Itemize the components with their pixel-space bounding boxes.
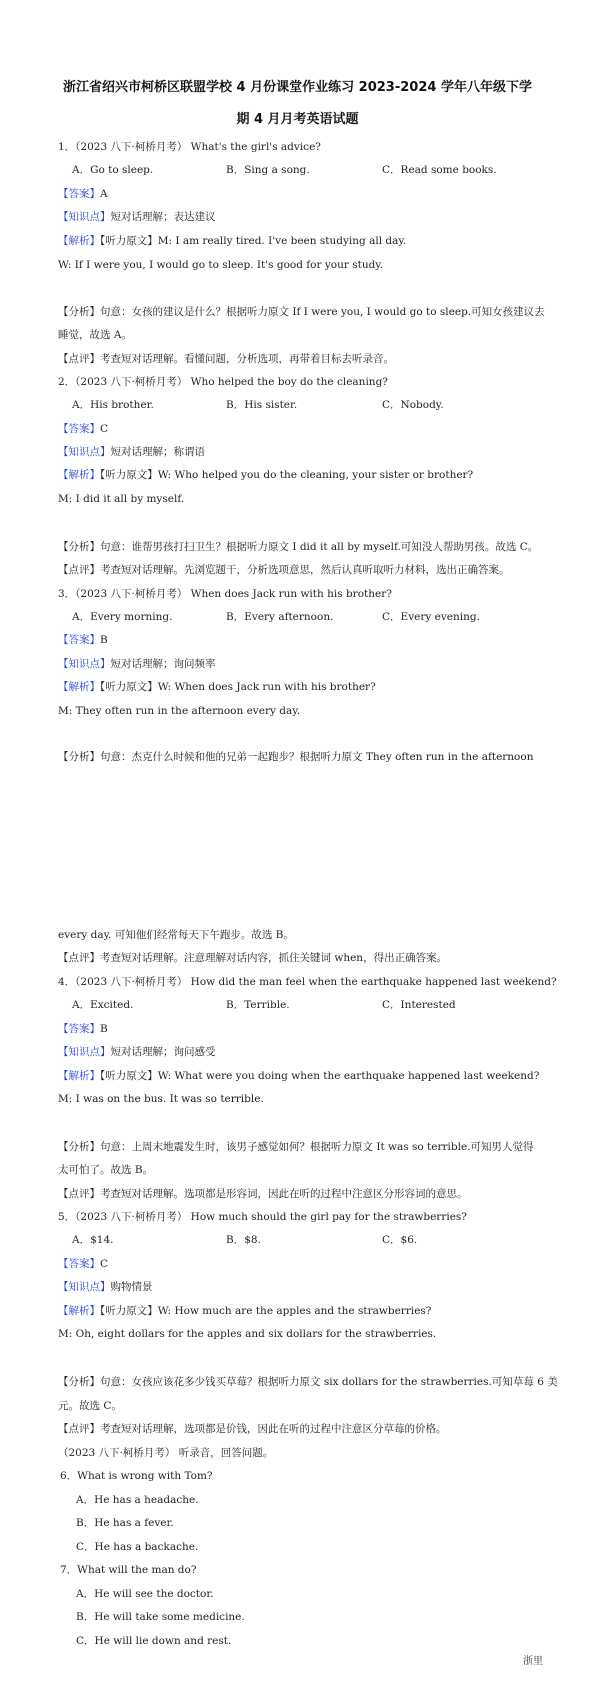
question-stem: 3．（2023 八下·柯桥月考） When does Jack run with his brother? xyxy=(58,588,392,600)
knowledge-point: 短对话理解；称谓语 xyxy=(110,446,205,458)
answer-value: C xyxy=(100,1258,109,1270)
knowledge-point-tag: 【知识点】 xyxy=(58,1046,111,1058)
analysis-line xyxy=(58,468,473,482)
analysis-explanation-cont: 睡觉，故选 A。 xyxy=(58,329,132,341)
option-c: C．$6. xyxy=(382,1234,418,1246)
option-a: A．$14. xyxy=(72,1234,114,1246)
analysis-explanation-cont: every day. 可知他们经常每天下午跑步。故选 B。 xyxy=(58,929,294,941)
knowledge-point-tag: 【知识点】 xyxy=(58,1281,111,1293)
analysis-tag: 【解析】 xyxy=(58,469,100,481)
knowledge-point: 购物情景 xyxy=(110,1281,153,1293)
knowledge-point-line xyxy=(58,657,216,671)
analysis-line xyxy=(58,1069,539,1083)
analysis-explanation: 【分析】句意：上周末地震发生时，该男子感觉如何？根据听力原文 It was so terrible.可知男人觉得 xyxy=(58,1141,534,1153)
transcript-first: 【听力原文】W: What were you doing when the earthquake happened last weekend? xyxy=(100,1070,540,1082)
transcript-first: 【听力原文】W: Who helped you do the cleaning, your sister or brother? xyxy=(100,469,474,481)
answer-tag: 【答案】 xyxy=(58,188,100,200)
analysis-line xyxy=(58,680,376,694)
knowledge-point: 短对话理解；询问频率 xyxy=(110,658,216,670)
comment-line: 【点评】考查短对话理解。看懂问题，分析选项，再带着目标去听录音。 xyxy=(58,353,394,365)
answer-line xyxy=(58,1022,108,1036)
option-a: A．Excited. xyxy=(72,999,134,1011)
question-stem: 1．（2023 八下·柯桥月考） What's the girl's advice? xyxy=(58,141,321,153)
knowledge-point-line xyxy=(58,445,205,459)
answer-value: A xyxy=(100,188,108,200)
page-title-line-2: 期 4 月月考英语试题 xyxy=(236,112,359,127)
knowledge-point-tag: 【知识点】 xyxy=(58,446,111,458)
option-a: A．He will see the doctor. xyxy=(76,1588,214,1600)
analysis-tag: 【解析】 xyxy=(58,681,100,693)
answer-tag: 【答案】 xyxy=(58,1023,100,1035)
knowledge-point-line xyxy=(58,1045,216,1059)
knowledge-point-tag: 【知识点】 xyxy=(58,658,111,670)
option-a: A．Go to sleep. xyxy=(72,164,154,176)
analysis-tag: 【解析】 xyxy=(58,1305,100,1317)
question-stem: 7．What will the man do? xyxy=(60,1564,197,1576)
option-c: C．Read some books. xyxy=(382,164,497,176)
knowledge-point: 短对话理解；询问感受 xyxy=(110,1046,216,1058)
transcript-second: W: If I were you, I would go to sleep. It's good for your study. xyxy=(58,259,384,271)
analysis-explanation-cont: 太可怕了。故选 B。 xyxy=(58,1164,154,1176)
option-b: B．Terrible. xyxy=(226,999,290,1011)
question-stem: 4．（2023 八下·柯桥月考） How did the man feel when the earthquake happened last weekend? xyxy=(58,976,557,988)
transcript-second: M: Oh, eight dollars for the apples and six dollars for the strawberries. xyxy=(58,1328,437,1340)
option-c: C．He has a backache. xyxy=(76,1541,199,1553)
comment-line: 【点评】考查短对话理解，选项都是价钱，因此在听的过程中注意区分草莓的价格。 xyxy=(58,1423,447,1435)
knowledge-point-line xyxy=(58,210,216,224)
option-b: B．$8. xyxy=(226,1234,261,1246)
answer-line xyxy=(58,633,108,647)
analysis-explanation: 【分析】句意：谁帮男孩打扫卫生？根据听力原文 I did it all by myself.可知没人帮助男孩。故选 C。 xyxy=(58,541,539,553)
option-c: C．Interested xyxy=(382,999,456,1011)
knowledge-point-line xyxy=(58,1280,153,1294)
answer-tag: 【答案】 xyxy=(58,423,100,435)
knowledge-point-tag: 【知识点】 xyxy=(58,211,111,223)
answer-tag: 【答案】 xyxy=(58,634,100,646)
knowledge-point: 短对话理解；表达建议 xyxy=(110,211,216,223)
answer-line xyxy=(58,187,108,201)
option-a: A．Every morning. xyxy=(72,611,173,623)
comment-line: 【点评】考查短对话理解。先浏览题干，分析选项意思，然后认真听取听力材料，选出正确答案。 xyxy=(58,564,510,576)
comment-line: 【点评】考查短对话理解。选项都是形容词，因此在听的过程中注意区分形容词的意思。 xyxy=(58,1188,468,1200)
analysis-line xyxy=(58,1304,431,1318)
answer-line xyxy=(58,422,108,436)
transcript-second: M: I was on the bus. It was so terrible. xyxy=(58,1093,264,1105)
option-c: C．Every evening. xyxy=(382,611,480,623)
transcript-first: 【听力原文】W: How much are the apples and the strawberries? xyxy=(100,1305,432,1317)
question-stem: 5．（2023 八下·柯桥月考） How much should the girl pay for the strawberries? xyxy=(58,1211,467,1223)
transcript-second: M: I did it all by myself. xyxy=(58,493,185,505)
analysis-explanation: 【分析】句意：女孩应该花多少钱买草莓？根据听力原文 six dollars for the strawberries.可知草莓 6 美 xyxy=(58,1376,558,1388)
option-a: A．He has a headache. xyxy=(76,1494,199,1506)
analysis-tag: 【解析】 xyxy=(58,235,100,247)
option-a: A．His brother. xyxy=(72,399,154,411)
question-stem: 6．What is wrong with Tom? xyxy=(60,1470,213,1482)
option-c: C．Nobody. xyxy=(382,399,444,411)
answer-line xyxy=(58,1257,108,1271)
answer-tag: 【答案】 xyxy=(58,1258,100,1270)
option-c: C．He will lie down and rest. xyxy=(76,1635,232,1647)
option-b: B．He has a fever. xyxy=(76,1517,174,1529)
analysis-explanation: 【分析】句意：女孩的建议是什么？根据听力原文 If I were you, I would go to sleep.可知女孩建议去 xyxy=(58,306,545,318)
answer-value: B xyxy=(100,634,108,646)
answer-value: C xyxy=(100,423,109,435)
page-footer: 浙里 xyxy=(523,1656,543,1667)
answer-value: B xyxy=(100,1023,108,1035)
analysis-tag: 【解析】 xyxy=(58,1070,100,1082)
analysis-explanation: 【分析】句意：杰克什么时候和他的兄弟一起跑步？根据听力原文 They often run in the afternoon xyxy=(58,751,534,763)
question-stem: 2．（2023 八下·柯桥月考） Who helped the boy do the cleaning? xyxy=(58,376,388,388)
transcript-first: 【听力原文】W: When does Jack run with his brother? xyxy=(100,681,376,693)
analysis-explanation-cont: 元。故选 C。 xyxy=(58,1400,122,1412)
transcript-second: M: They often run in the afternoon every day. xyxy=(58,705,301,717)
analysis-line xyxy=(58,234,406,248)
option-b: B．He will take some medicine. xyxy=(76,1611,245,1623)
option-b: B．Sing a song. xyxy=(226,164,310,176)
comment-line: 【点评】考查短对话理解。注意理解对话内容，抓住关键词 when，得出正确答案。 xyxy=(58,952,448,964)
group-intro: （2023 八下·柯桥月考） 听录音，回答问题。 xyxy=(58,1447,274,1459)
page-title-line-1: 浙江省绍兴市柯桥区联盟学校 4 月份课堂作业练习 2023-2024 学年八年级下学 xyxy=(63,80,532,95)
transcript-first: 【听力原文】M: I am really tired. I've been studying all day. xyxy=(100,235,407,247)
option-b: B．Every afternoon. xyxy=(226,611,334,623)
option-b: B．His sister. xyxy=(226,399,298,411)
